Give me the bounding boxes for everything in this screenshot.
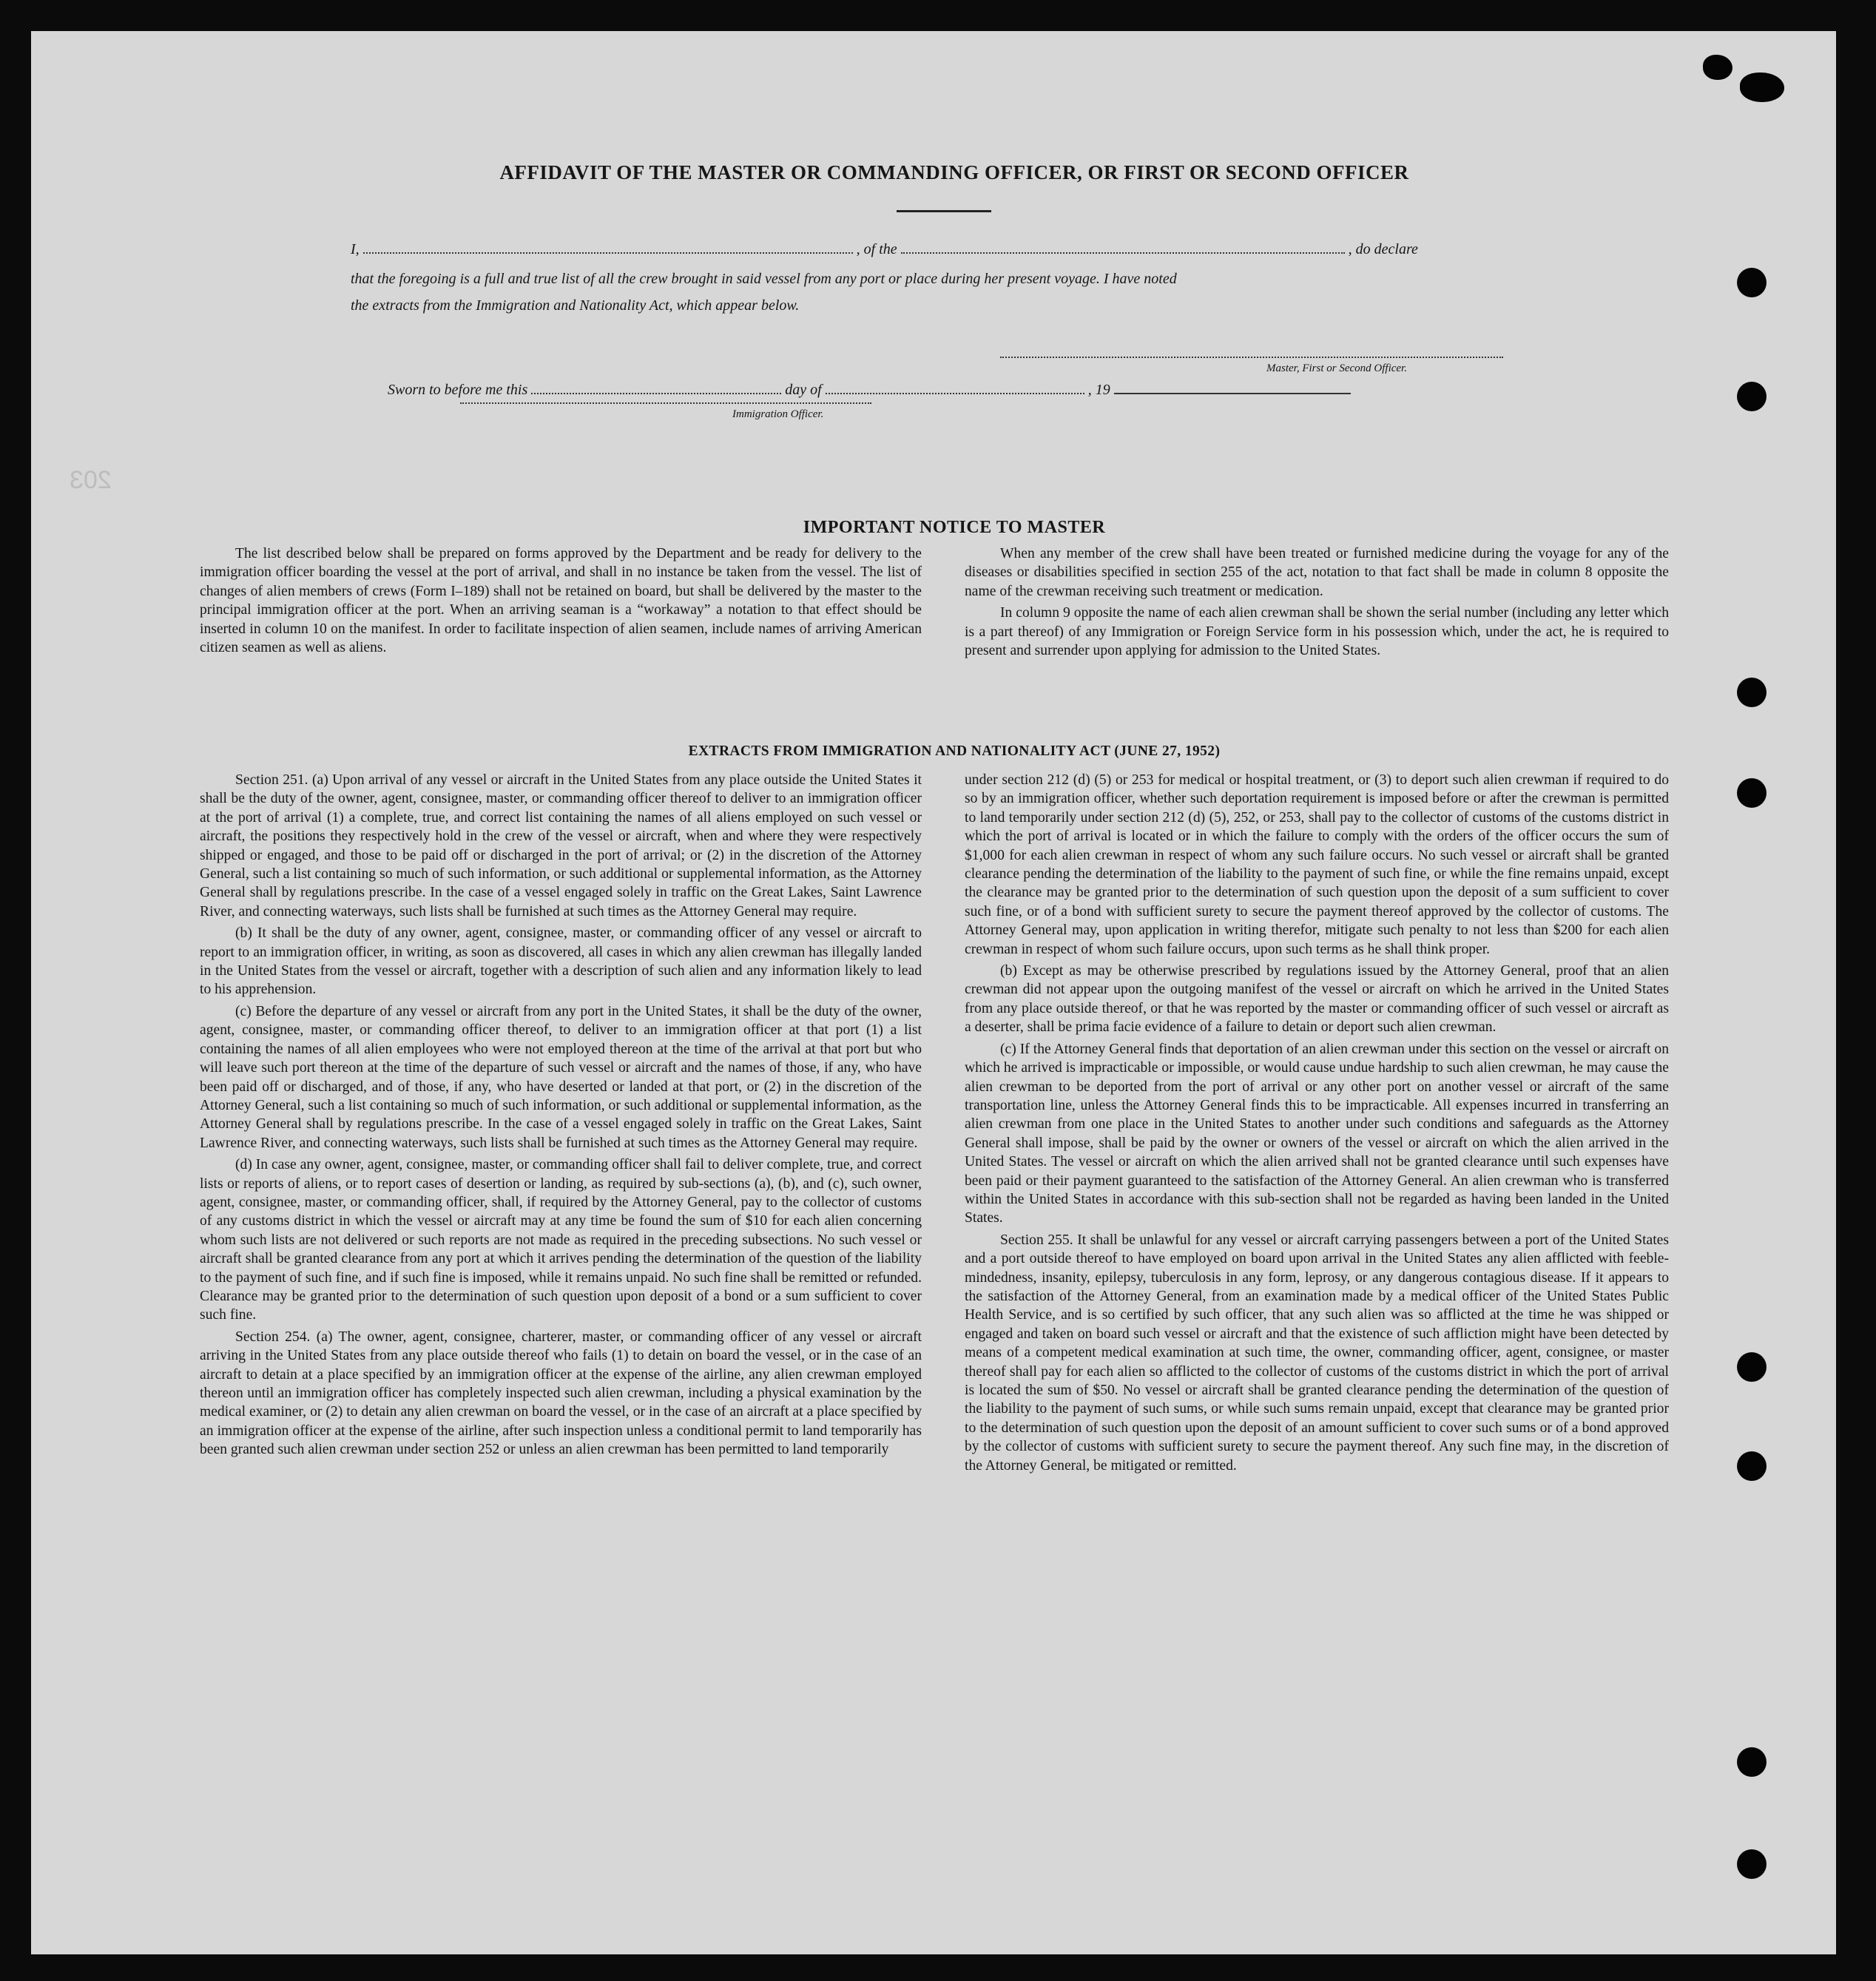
punch-hole [1737, 1849, 1767, 1879]
punch-hole [1737, 268, 1767, 297]
section-251a: Section 251. (a) Upon arrival of any vessel or aircraft in the United States from any place outside the United States it shall be the duty of the owner, agent, consignee, master, or commanding officer thereof to deliver to an immigration officer at the port of arrival (1) a complete, true, and correct list containing the names of all aliens employed on such vessel or aircraft, the positions they respectively hold in the crew of the vessel or aircraft, when and where they were respectively shipped or engaged, and those to be paid off or discharged in the port of arrival; or (2) in the discretion of the Attorney General, such a list containing so much of such information, or such additional or supplemental information, as the Attorney General shall by regulations prescribe. In the case of a vessel engaged solely in traffic on the Great Lakes, Saint Lawrence River, and connecting waterways, such lists shall be furnished at such times as the Attorney General may require. [200, 772, 922, 919]
punch-hole [1737, 1352, 1767, 1382]
punch-hole [1737, 678, 1767, 707]
notice-paragraph: In column 9 opposite the name of each alien crewman shall be shown the serial number (including any letter which is a part thereof) of any Immigration or Foreign Service form in his possession which, under the act, he is required to present and surrender upon applying for admission to the United States. [965, 605, 1669, 659]
section-254a-continued: under section 212 (d) (5) or 253 for medical or hospital treatment, or (3) to deport such alien crewman if required to do so by an immigration officer, whether such deportation requirement is imposed before or after the crewman is permitted to land temporarily under section 212 (d) (5), 252, or 253, shall pay to the collector of customs of the customs district in which the port of arrival is located or in which the failure to comply with the orders of the officer occurs the sum of $1,000 for each alien crewman in respect of whom any such failure occurs. No such vessel or aircraft shall be granted clearance pending the determination of the liability to the payment of such fine, or while the fine remains unpaid, except the clearance may be granted prior to the determination of such question upon the deposit of a sum sufficient to cover such fine, or of a bond with sufficient surety to secure the payment thereof approved by the collector of customs. The Attorney General may, upon application in writing therefor, mitigate such penalty to not less than $200 for each alien crewman in respect of whom such failure occurs, upon such terms as he shall think proper. [965, 772, 1669, 957]
punch-hole [1737, 382, 1767, 411]
i-label: I, [351, 241, 360, 257]
document-page [31, 31, 1836, 1954]
day-of-label: day of [785, 382, 822, 398]
master-signature-field[interactable] [1000, 357, 1503, 358]
immigration-officer-signature-field[interactable] [460, 402, 871, 404]
section-251c: (c) Before the departure of any vessel or aircraft from any port in the United States, it shall be the duty of the owner, agent, consignee, master, or commanding officer thereof, to deliver to an immigration officer at that port (1) a list containing the names of all alien employees who were not employed thereon at the time of the arrival at that port but who will leave such port thereon at the time of the departure of such vessel or aircraft and the names of those, if any, who have been paid off or discharged, and of those, if any, who have deserted or landed at that port, or (2) in the discretion of the Attorney General, such a list containing so much of such information, or such additional or supplemental information, as the Attorney General shall by regulations prescribe. In the case of a vessel engaged solely in traffic on the Great Lakes, Saint Lawrence River, and connecting waterways, such lists shall be furnished at such times as the Attorney General may require. [200, 1003, 922, 1151]
title-rule [897, 210, 991, 212]
extracts-title: EXTRACTS FROM IMMIGRATION AND NATIONALITY ACT (JUNE 27, 1952) [688, 743, 1221, 759]
extracts-right-column [965, 771, 1669, 1478]
sworn-day-field[interactable] [531, 392, 781, 394]
notice-paragraph: The list described below shall be prepared on forms approved by the Department and be ready for delivery to the immigration officer boarding the vessel at the port of arrival, and shall in no instance be taken from the vessel. The list of changes of alien members of crews (Form I–189) shall not be retained on board, but shall be delivered by the master to the principal immigration officer at the port. When an arriving seaman is a “workaway” a notation to that effect should be inserted in column 10 on the manifest. In order to facilitate inspection of alien seamen, include names of arriving American citizen seamen as well as aliens. [200, 546, 922, 656]
declaration-text-2: the extracts from the Immigration and Nationality Act, which appear below. [351, 297, 800, 314]
sworn-line [388, 382, 1351, 399]
section-251b: (b) It shall be the duty of any owner, agent, consignee, master, or commanding officer of any vessel or aircraft to report to an immigration officer, in writing, as soon as discovered, all cases in which any alien crewman has illegally landed in the United States from the vessel or aircraft, together with a description of such alien and any information likely to lead to his apprehension. [200, 925, 922, 998]
vessel-name-field[interactable] [901, 252, 1345, 254]
declarant-line [351, 241, 1418, 258]
sworn-label: Sworn to before me this [388, 382, 528, 398]
affidavit-title: AFFIDAVIT OF THE MASTER OR COMMANDING OFFICER, OR FIRST OR SECOND OFFICER [499, 161, 1409, 183]
notice-left-column [200, 544, 922, 660]
section-254a: Section 254. (a) The owner, agent, consignee, charterer, master, or commanding officer of any vessel or aircraft arriving in the United States from any place outside thereof who fails (1) to detain on board the vessel, or in the case of an aircraft to detain at a place specified by an immigration officer at the expense of the airline, any alien crewman employed thereon until an immigration officer has completely inspected such alien crewman, including a physical examination by the medical examiner, or (2) to detain any alien crewman on board the vessel, or in the case of an aircraft at a place specified by an immigration officer at the expense of the airline, after such inspection unless a conditional permit to land temporarily has been granted such alien crewman under section 252 or unless an alien crewman has been permitted to land temporarily [200, 1329, 922, 1458]
extracts-left-column [200, 771, 922, 1462]
sworn-year-field[interactable] [1114, 392, 1351, 394]
section-254c: (c) If the Attorney General finds that deportation of an alien crewman under this section on the vessel or aircraft on which he arrived is impracticable or impossible, or would cause undue hardship to such alien crewman, he may cause the alien crewman to be deported from the port of arrival or any other port on another vessel or aircraft of the same transportation line, unless the Attorney General finds this to be impracticable. All expenses incurred in transferring an alien crewman from one place in the United States to another under such conditions and safeguards as the Attorney General shall impose, shall be paid by the owner or owners of the vessel or aircraft on which the alien arrived in the United States. The vessel or aircraft on which the alien arrived shall not be granted clearance until such expenses have been paid or their payment guaranteed to the satisfaction of the Attorney General. An alien crewman who is transferred within the United States in accordance with this sub-section shall not be regarded as having been landed in the United States. [965, 1041, 1669, 1226]
of-the-label: , of the [856, 241, 897, 257]
year-label: , 19 [1087, 382, 1110, 398]
section-254b: (b) Except as may be otherwise prescribed by regulations issued by the Attorney General, proof that an alien crewman did not appear upon the outgoing manifest of the vessel or aircraft on which he arrived in the United States from any place outside thereof, or that he was reported by the master or commanding officer of such vessel or aircraft as a deserter, shall be prima facie evidence of a failure to detain or deport such alien crewman. [965, 963, 1669, 1036]
master-caption: Master, First or Second Officer. [1266, 362, 1407, 374]
section-251d: (d) In case any owner, agent, consignee, master, or commanding officer shall fail to deliver complete, true, and correct lists or reports of aliens, or to report cases of desertion or landing, as required by sub-sections (a), (b), and (c), such owner, agent, consignee, master, or commanding officer, shall, if required by the Attorney General, pay to the collector of customs of any customs district in which the vessel or aircraft may at any time be found the sum of $10 for each alien concerning whom such lists are not delivered or such reports are not made as required in the preceding subsections. No such vessel or aircraft shall be granted clearance from any port at which it arrives pending the determination of the question of the liability to the payment of such fine, and if such fine is imposed, while it remains unpaid. No such fine shall be remitted or refunded. Clearance may be granted prior to the determination of such question upon deposit of a bond or a sum sufficient to cover such fine. [200, 1157, 922, 1323]
torn-corner-mark [1740, 72, 1784, 102]
punch-hole [1737, 1747, 1767, 1777]
notice-right-column [965, 544, 1669, 663]
punch-hole [1737, 1451, 1767, 1481]
do-declare-label: , do declare [1348, 241, 1418, 257]
torn-corner-mark [1703, 55, 1732, 80]
section-255: Section 255. It shall be unlawful for any vessel or aircraft carrying passengers between a port of the United States and a port outside thereof to have employed on board upon arrival in the United States any alien afflicted with feeble-mindedness, insanity, epilepsy, tuberculosis in any form, leprosy, or any dangerous contagious disease. If it appears to the satisfaction of the Attorney General, from an examination made by a medical officer of the United States Public Health Service, and is so certified by such officer, that any such alien was so afflicted at the time he was shipped or engaged and taken on board such vessel or aircraft and that the existence of such affliction might have been detected by means of a competent medical examination at such time, the owner, commanding officer, agent, consignee, or master thereof shall pay for each alien so afflicted to the collector of customs of the customs district in which the port of arrival is located the sum of $50. No vessel or aircraft shall be granted clearance pending the determination of the question of the liability to the payment of such sums, or while such sums remain unpaid, except that clearance may be granted prior to the determination of such question upon the deposit of an amount sufficient to cover such sums or of a bond approved by the collector of customs with sufficient surety to secure the payment thereof. Any such fine may, in the discretion of the Attorney General, be mitigated or remitted. [965, 1232, 1669, 1474]
bleed-through-mark: 203 [70, 466, 112, 494]
sworn-month-field[interactable] [826, 392, 1084, 394]
notice-title: IMPORTANT NOTICE TO MASTER [803, 518, 1106, 537]
declarant-name-field[interactable] [363, 252, 853, 254]
immigration-officer-caption: Immigration Officer. [732, 408, 824, 420]
notice-paragraph: When any member of the crew shall have been treated or furnished medicine during the voyage for any of the diseases or disabilities specified in section 255 of the act, notation to that fact shall be made in column 8 opposite the name of the crewman receiving such treatment or medication. [965, 546, 1669, 599]
declaration-text-1: that the foregoing is a full and true list of all the crew brought in said vessel from any port or place during her present voyage. I have noted [351, 271, 1177, 287]
punch-hole [1737, 778, 1767, 808]
